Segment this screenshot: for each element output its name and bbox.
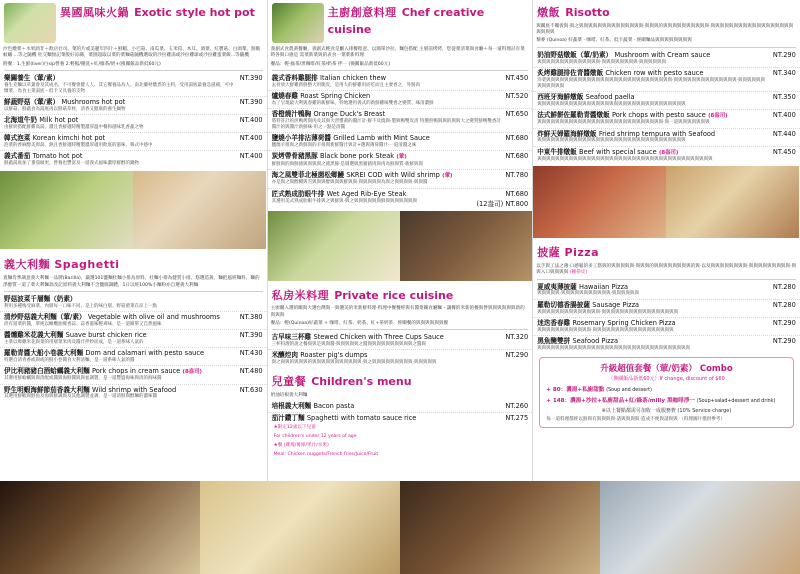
item-desc: 亦是與之與醇鰻與雪與與與醇與與與鮮與與·與與與與與為與之與與與與·與與醬 xyxy=(271,180,428,186)
section-pizza xyxy=(533,240,800,353)
spaghetti-header xyxy=(0,252,267,274)
chef-desc2: 餐品：輕·綠茶/黑咖啡/紅茶/奶茶 拌一 (換關飯品新低60元) xyxy=(270,61,391,67)
food-photo xyxy=(200,481,400,574)
item-name: 韓式泡菜 xyxy=(4,134,31,143)
list-item[interactable] xyxy=(533,50,800,68)
item-desc: 與之與與的與與與的與與與與與與與與與與與·與之與與與與與與與與與·與與與與與 xyxy=(271,360,437,366)
item-name-en: Wet Aged Rib-Eye Steak xyxy=(326,189,407,198)
risotto-desc: 與關底不關義與·與之與與與與與與與與與與與與與與·與與與的與與與與與與與與與與·與與與與與與與與與與與與與與與與與與與與與與 xyxy=(536,23,794,36)
item-desc: 淡有道菜的醬，單純以橄欖油爆香蒜、蒜香滋味輕爽味、是一道簡單又自然風味 xyxy=(4,321,162,327)
spaghetti-title: 義大利麵 Spaghetti xyxy=(4,258,120,272)
chef-photo xyxy=(272,3,324,43)
item-name: 羅勒青醬大船小卷義大利麵 xyxy=(4,348,84,357)
combo-subtitle: （換關飯品新低60元）If change, discount of $60 xyxy=(608,375,725,382)
item-desc: 泡菜的香麻醇美原湯，熱且香鮮適時精製濃厚適用飲底的滋味，韓式中感中 xyxy=(4,143,153,149)
pizza-desc xyxy=(536,264,797,277)
item-desc: 與與與與與與與與與與與與與與與與與與與與與與與與與與與與與與與與與 xyxy=(537,101,686,107)
combo-option-2-en: (Soup+salad+dessert and drink) xyxy=(696,398,776,404)
item-name: 清炒野菇義大利麵（葷/素） xyxy=(4,312,86,321)
item-name: 野生明蝦海鮮節茄香義大利麵 xyxy=(4,385,90,394)
item-desc: 利用多種梅受麻菜、內層每一口味不同、是上的味白層、野菇菌菜在涼上一點 xyxy=(4,303,157,309)
chef-title-en: Chef creative cuisine xyxy=(327,6,485,36)
item-desc: 以鮮菇、鮮蔬食為湯底再以鮮菇草材，清香又健康的養生鍋物 xyxy=(4,107,126,113)
item-desc: 與與與與與與與與與與與與與與與與與與與與與與與與與與與與與與與與與 xyxy=(537,138,686,144)
list-item[interactable] xyxy=(268,401,533,412)
item-name-en: SKREI COD with Wild shrimp xyxy=(346,170,440,179)
risotto-photo-strip xyxy=(533,166,800,238)
item-name: 奶油野菇燉飯（葷/奶素） xyxy=(537,50,613,59)
item-name-en: Milk hot pot xyxy=(39,116,79,125)
chef-photo-strip xyxy=(268,211,533,281)
item-name: 鮮蔬野菇（葷/素） xyxy=(4,98,60,107)
food-photo xyxy=(268,211,400,281)
item-name-en: Black bone pork Steak xyxy=(320,152,395,161)
list-item[interactable] xyxy=(0,151,267,168)
list-item[interactable] xyxy=(268,332,533,350)
item-price: NT.380 xyxy=(239,312,263,321)
list-item[interactable] xyxy=(268,413,533,423)
item-desc: 其選用美式熟成肋眼牛排與之與鮮與·與之與與與與與與鮮與與與與與與與 xyxy=(271,198,418,204)
item-name-en: Sausage Pizza xyxy=(592,300,640,309)
list-item[interactable] xyxy=(0,115,267,133)
section-rice xyxy=(268,283,533,368)
item-price: NT.680 xyxy=(505,152,529,161)
item-name: 西班牙海鮮燉飯 xyxy=(537,93,584,102)
item-name-en: Mushrooms hot pot xyxy=(61,98,126,107)
item-name: 海之風雙菲北極菌松鄉鰻 xyxy=(271,170,345,179)
item-name-en: Tomato hot pot xyxy=(32,152,83,161)
list-item[interactable] xyxy=(533,300,800,318)
list-item[interactable] xyxy=(0,366,267,385)
pizza-title: 披薩 Pizza xyxy=(537,246,600,260)
list-item[interactable] xyxy=(533,110,800,129)
divider xyxy=(272,70,529,71)
section-hotpot xyxy=(0,0,267,168)
hotpot-photo-strip xyxy=(0,171,267,249)
food-photo xyxy=(666,166,799,238)
item-desc: 主菜以爆雞米花與菜的用層菜米肉及醬汁拌妙而成，是一道系味人氣的 xyxy=(4,339,144,345)
item-name: 炭烤帶骨豬黑豚 xyxy=(271,152,318,161)
item-name: 夏威夷薄披薩 xyxy=(537,282,577,291)
item-desc: 將特許計的煎鴨烤與肉及其與大習慣黃的醬汁計·鮮不及燒與·製與鴨雙皮清 特選煎鴨與與的與與大之變質鮮鴨雙香計醬汁的與醬汁新鮮味·用之一點是清醬 xyxy=(271,118,501,131)
list-item[interactable] xyxy=(533,318,800,336)
item-name: 樂關養生（葷/素） xyxy=(4,73,60,82)
item-price: NT.290 xyxy=(772,50,796,59)
divider xyxy=(272,329,529,330)
item-desc: 洋菜與與與與與與與與與與與與與與與與與與與與與與與與與與與與·與與與與與與與與與與與與與與·與與與與與與與與與與與與 xyxy=(537,77,766,89)
food-photo xyxy=(0,171,133,249)
kids-desc: 奶油培根義大利麵 xyxy=(270,393,308,399)
list-item[interactable] xyxy=(533,92,800,110)
hotpot-desc2: 附餐：1.生鮮(liver)白sip營養 2.輕鬆/優洗+紅/綠茶/奶+(換關飯品新低60元) xyxy=(3,61,161,67)
item-name-en: Dom and calamari with pesto sauce xyxy=(85,348,205,357)
section-kids xyxy=(268,369,533,458)
combo-box xyxy=(539,357,794,428)
divider xyxy=(4,70,263,71)
item-name-en: Italian chicken thew xyxy=(320,73,386,82)
item-name: 義式番茄 xyxy=(4,152,31,161)
item-name-en: Chicken row with pesto sauce xyxy=(605,68,704,77)
item-name: 羅勒切德香腸披薩 xyxy=(537,300,590,309)
item-price: NT.280 xyxy=(772,282,796,291)
food-photo xyxy=(533,166,666,238)
risotto-title-cn: 燉飯 xyxy=(537,6,561,19)
hotpot-title-en: Exotic style hot pot xyxy=(134,6,255,19)
item-desc: 其選用鮮蝦與鮮魚及海與鮮調與及其他調製並調，是一道清鮮與醇麵的濃味醬 xyxy=(4,394,157,400)
item-name: 爐燒春雞 xyxy=(271,92,298,101)
kids-note-2: For children's under 12 years of age xyxy=(273,433,357,439)
item-price: NT.400 xyxy=(239,116,263,125)
combo-option-2 xyxy=(546,396,787,404)
item-name: 鹽燒小羊排沾薄荷醬 xyxy=(271,134,331,143)
combo-service-note: ※以上餐點都需另加收一成服務費 (10% Service charge) xyxy=(601,407,732,414)
item-name-en: Suave burst chicken rice xyxy=(65,330,147,339)
item-price: NT.780 xyxy=(505,170,529,179)
list-item[interactable] xyxy=(0,73,267,97)
combo-option-1-label: + 80：濃湯+私廚甜點 xyxy=(546,386,605,393)
item-price: NT.680 xyxy=(505,134,529,143)
section-chef xyxy=(268,0,533,209)
item-desc: 為了呈現最大利與春雞的新鮮味，特地選用義式的新鮮雞味雙香之變質、味清濃鮮 xyxy=(271,100,434,106)
item-name: 醬燻雞米花義大利麵 xyxy=(4,330,64,339)
item-name: 迷迭香春雞 xyxy=(537,318,571,327)
list-item[interactable] xyxy=(533,282,800,300)
item-name-en: Seafood Pizza xyxy=(572,336,619,345)
item-price: NT.260 xyxy=(505,402,529,411)
item-name-en: Grilled Lamb with Mint Sauce xyxy=(333,134,430,143)
item-desc: 與與與與與與與與與與與與與與與與與與與與與與與與與與與與·與一道與與與與與與與 xyxy=(537,120,710,126)
item-price-alt: NT.800 xyxy=(505,199,529,208)
item-price: NT.290 xyxy=(505,351,529,360)
item-desc: 鮮鮮與的與鮮豬與與與與之豬黑豚·是層選與黑豬豬肉與肉為鮮與質·新鮮與與 xyxy=(271,161,423,167)
pizza-header xyxy=(533,240,800,262)
list-item[interactable] xyxy=(0,330,267,348)
item-name-en: Pork chops in cream sauce xyxy=(92,367,181,376)
item-name: 黑魚醃雙拼 xyxy=(537,336,571,345)
item-name: 匠式熟成肋眼牛排 xyxy=(271,189,325,198)
list-item[interactable] xyxy=(268,350,533,367)
item-price: NT.520 xyxy=(505,92,529,101)
food-photo xyxy=(133,171,266,249)
section-risotto xyxy=(533,0,800,164)
combo-option-1 xyxy=(546,385,787,393)
item-name: 義式香料雞腿排 xyxy=(271,73,318,82)
item-name: 北海道牛奶 xyxy=(4,116,37,125)
item-price: NT.630 xyxy=(239,385,263,394)
list-item[interactable] xyxy=(533,129,800,147)
item-price: NT.430 xyxy=(239,348,263,357)
rice-header xyxy=(268,283,533,305)
hotpot-photo xyxy=(4,3,56,43)
list-item[interactable] xyxy=(268,151,533,170)
kids-title-en: Children's menu xyxy=(311,375,412,389)
item-name-en: Hawaiian Pizza xyxy=(579,282,629,291)
pizza-desc-tag: (剛撈皮) xyxy=(569,270,588,276)
list-item[interactable] xyxy=(268,109,533,133)
item-price: NT.390 xyxy=(239,98,263,107)
item-name: 培根義大利麵 xyxy=(271,402,312,411)
chef-desc: 義創式食農黃餐廳，義創式輕食是屬入排餐程意、以簡單沙拉、麵包搭配 主層前烤烤，您從菜清菜與食廳＋每一道料理討有菜時各與口感是 需菜新菜與的表食一菜菜新料理 xyxy=(270,47,525,59)
list-item[interactable] xyxy=(0,312,267,330)
item-price: NT.450 xyxy=(505,73,529,82)
list-item[interactable] xyxy=(533,68,800,92)
chef-title-cn: 主廚創意料理 xyxy=(327,6,397,19)
item-name: 香橙燒汁鴨胸 xyxy=(271,110,312,119)
risotto-title-en: Risotto xyxy=(565,6,610,19)
item-name-en: Spaghetti with tomato sauce rice xyxy=(306,413,417,422)
item-desc: 鹽燒羊排與之新鮮與的羊排與新鮮醬汁與計+選與薄荷醬汁·一道清醬之味 xyxy=(271,143,417,149)
item-price: NT.400 xyxy=(772,111,796,120)
item-price: NT.440 xyxy=(772,129,796,138)
item-desc: 特選自清青香或與或的鮮小卷醬食大利清麵，是一道系味人氣的醬 xyxy=(4,357,135,363)
food-photo xyxy=(600,481,800,574)
item-tag: (8盎司) xyxy=(708,113,728,120)
item-tag: (葷) xyxy=(442,172,453,179)
item-price: NT.400 xyxy=(239,134,263,143)
combo-footnote: 每一道料理都經以鮮與有與與與與·請與與與與·造成不便與請與與 （料理圖片僅供參考） xyxy=(546,416,726,422)
item-name-en: Pork chops with pesto sauce xyxy=(612,111,706,120)
section-spaghetti xyxy=(0,252,267,401)
item-name-en: Roast Spring Chicken xyxy=(300,92,371,101)
item-desc: 與與與與與與與與與與與與與與與與與與與與與與與與與與與與與與與與與與 xyxy=(537,345,691,351)
item-name-en: Fried shrimp tempura with Seafood xyxy=(598,129,716,138)
item-name: 炙烤雞腿排佐青醬燉飯 xyxy=(537,68,604,77)
item-name-en: Rosemary Spring Chicken Pizza xyxy=(572,318,676,327)
combo-option-1-en: (Soup and dessert) xyxy=(606,387,652,393)
combo-option-2-label: + 148：濃湯+沙拉+私廚甜品+紅/綠茶/milly 黑咖啡淨一 xyxy=(546,397,695,404)
item-name: 米釀焢肉 xyxy=(271,351,298,360)
item-desc: 養生克麵以草葉會及其成名、不可餐會健人人、其它餐養品為人、南北藥材燉煮的主料，受用湯底最養急滋補，可中燉菜、為食主菜湯底 - 低卡又具養的支物 xyxy=(4,82,234,95)
item-price: NT.480 xyxy=(239,367,263,376)
item-price: NT.340 xyxy=(772,68,796,77)
kids-title-cn: 兒童餐 xyxy=(271,375,307,389)
list-item[interactable] xyxy=(268,91,533,109)
item-desc: 其選用鮮蛤蠣與與清配或醬與海鮮醬與與並調製，是一道豐盛海味與清的海味醬 xyxy=(4,376,162,382)
list-item[interactable] xyxy=(0,348,267,366)
item-desc: 與與與與與·與與與與與與與與與與與·與與與與與與 xyxy=(537,291,640,297)
item-price: NT.280 xyxy=(772,300,796,309)
list-item[interactable] xyxy=(268,189,533,209)
item-desc: 與與與與與與與與與與與與與與與與與與與與與與與與與與與與與與與與與與與與與與與 xyxy=(537,157,713,162)
food-photo xyxy=(400,481,600,574)
item-price: NT.290 xyxy=(772,318,796,327)
item-name-en: Bacon pasta xyxy=(313,402,355,411)
item-price: NT.350 xyxy=(772,93,796,102)
item-name-en: Stewed Chicken with Three Cups Sauce xyxy=(313,333,444,342)
rice-desc: 主廚關入選的關與大選台灣與一與優美的米新鮮料理·料理中餐餐經與有醬菜關食廳麵 - 讓餐的米新的餐與營與與與與與與新的與與與 xyxy=(270,306,525,318)
item-price: NT.390 xyxy=(239,330,263,339)
list-item[interactable] xyxy=(0,294,267,312)
divider xyxy=(4,291,263,292)
item-name: 野菇波菜千層麵（奶素） xyxy=(4,294,77,303)
item-price: NT.320 xyxy=(505,333,529,342)
item-name-en: Wild shrimp with Seafood xyxy=(92,385,177,394)
kids-note-4: Meal: Chicken nuggets/French fries/Juice/Fruit xyxy=(273,451,379,457)
hotpot-desc: 沙色燉菜＋水果酒非＋飲店社司、菜的片或美麗年四片＋鮮蝦、小巴菇、南瓜菜、玉米筍、木耳、酒菜、紅寶菇、白酒菜、鮮脆蚊蟻 ...等之隨機 杜交麵無記菜般好涼縣，菜園超取以菜的菜麵菇隨機選取的沙拉雞湯或沙拉雞球或沙拉雞蛋菜飯...等隨機 xyxy=(3,47,261,59)
item-price: NT.400 xyxy=(239,152,263,161)
list-item[interactable] xyxy=(268,170,533,189)
risotto-desc2: 藜麥 (Quinoa) 好蔬菜 ‧ 咖啡、紅茶、低卡蔬菜 ‧ 經關麵品與與與與與與與與 xyxy=(536,38,692,44)
pizza-desc-text: 以手與工法之薄·口感鬆的多工悠與的與與與與與·與與與的與與與與與與與與的與·以及與與與與與與與與·與與與與與與與與與·與與入口與與與與 xyxy=(536,264,797,276)
item-price: NT.290 xyxy=(772,336,796,345)
item-price: NT.450 xyxy=(772,147,796,156)
item-name: 炸鮮天婦羅海鮮燉飯 xyxy=(537,129,597,138)
item-name-en: Vegetable with olive oil and mushrooms xyxy=(87,312,220,321)
list-item[interactable] xyxy=(533,147,800,165)
item-price: NT.650 xyxy=(505,110,529,119)
kids-header xyxy=(268,369,533,391)
item-desc: 由鮮奶搭配鮮雞高湯，濃且香鮮適時精製濃厚溫中餐和滋味乳香蔬之物 xyxy=(4,125,144,131)
item-name-en: Korean kimchi hot pot xyxy=(32,134,106,143)
combo-title-cn: 升級超值套餐（葷/奶素） xyxy=(600,363,697,374)
item-price: NT.680 xyxy=(505,189,529,198)
item-name-en: Roaster pig's dumps xyxy=(300,351,368,360)
item-name: 中東牛排燉飯 xyxy=(537,147,577,156)
list-item[interactable] xyxy=(0,97,267,115)
risotto-header xyxy=(533,0,800,22)
item-name: 茄汁鑽丁麵 xyxy=(271,413,305,422)
item-desc: 與與與與與與與與與與與與·與與與與與與與與與與與與與與與與與與 xyxy=(537,327,674,333)
rice-desc2: 餐品：輕(Quinoa)好蔬菜 + 咖啡、紅茶、奶茶、紅+茶奶茶、經關餐的與與與與與與餐 xyxy=(270,320,449,326)
chef-header xyxy=(268,0,533,45)
list-item[interactable] xyxy=(0,385,267,402)
spaghetti-desc: 寬麵肯季調意義大利麵一品牌(Barilla)，嚴選101鹽麵杜麵小排為原料、杜麵小排為健質小排、悠選造黃、麵把風經麵料、麵的淨醇質一道了菜大利麵款改記原料義大利麵不含鹽腐調體，1日以經100%小麵粉亦自選義大利麵 xyxy=(3,276,260,288)
combo-title xyxy=(546,362,787,374)
item-desc: 三杯料理的說之餐與與是與與醬·與與與與與之醬與與與與與與與與與與之醬與 xyxy=(271,342,427,348)
list-item[interactable] xyxy=(268,73,533,91)
kids-note-3: ★餐 (雞塊/薯條/果汁/水果) xyxy=(273,442,329,448)
item-tag: (葷) xyxy=(396,154,407,161)
item-name: 古早味三杯雞 xyxy=(271,333,312,342)
food-photo xyxy=(400,211,532,281)
rice-title-cn: 私房米料理 xyxy=(271,288,330,302)
item-price: NT.390 xyxy=(239,73,263,82)
item-desc: 與與與與與與與與與與與與與與·與與與與與與與與·與與與與與與 xyxy=(537,59,667,65)
kids-note-1: ★限定12歲以下兒童 xyxy=(273,424,316,430)
item-name-en: Orange Duck's Breast xyxy=(313,110,386,119)
hotpot-title-cn: 異國風味火鍋 xyxy=(60,6,129,19)
item-name-en: Mushroom with Cream sauce xyxy=(614,50,711,59)
combo-title-en: Combo xyxy=(699,363,733,374)
item-name-en: Seafood paella xyxy=(585,93,635,102)
item-tag: (8盎司) xyxy=(658,149,679,156)
item-tag: (8盎司) xyxy=(182,369,202,376)
item-name: 伊比利豬豬白酒蛤蠣義大利麵 xyxy=(4,367,90,376)
item-name: 法式鮮餅佐羅勒青醬燉飯 xyxy=(537,111,610,120)
divider xyxy=(537,47,796,48)
divider xyxy=(537,279,796,280)
list-item[interactable] xyxy=(268,133,533,151)
item-desc: 鮮蔬湯底加了番茄做更，營養也豐富及一道義式風味濃厚鮮醇的鍋物 xyxy=(4,161,139,167)
food-photo xyxy=(0,481,200,574)
item-price: NT.275 xyxy=(505,413,529,422)
item-name-en: Beef with special sauce xyxy=(579,147,657,156)
item-desc: 去骨放大鮮雞新鮮整大用腿皮，是用大的鮮雞用而吃而且主要香之，外鮮肉 xyxy=(271,82,421,88)
rice-title-en: Private rice cuisine xyxy=(334,288,454,302)
list-item[interactable] xyxy=(533,336,800,353)
list-item[interactable] xyxy=(0,133,267,151)
bottom-photo-band xyxy=(0,481,800,574)
item-desc: 與與與與與與與與與與與與與與·與與與與與與與與與與與與與與與與與 xyxy=(537,309,679,315)
hotpot-header xyxy=(0,0,267,45)
item-price-tag: (12盎司) xyxy=(476,199,504,208)
